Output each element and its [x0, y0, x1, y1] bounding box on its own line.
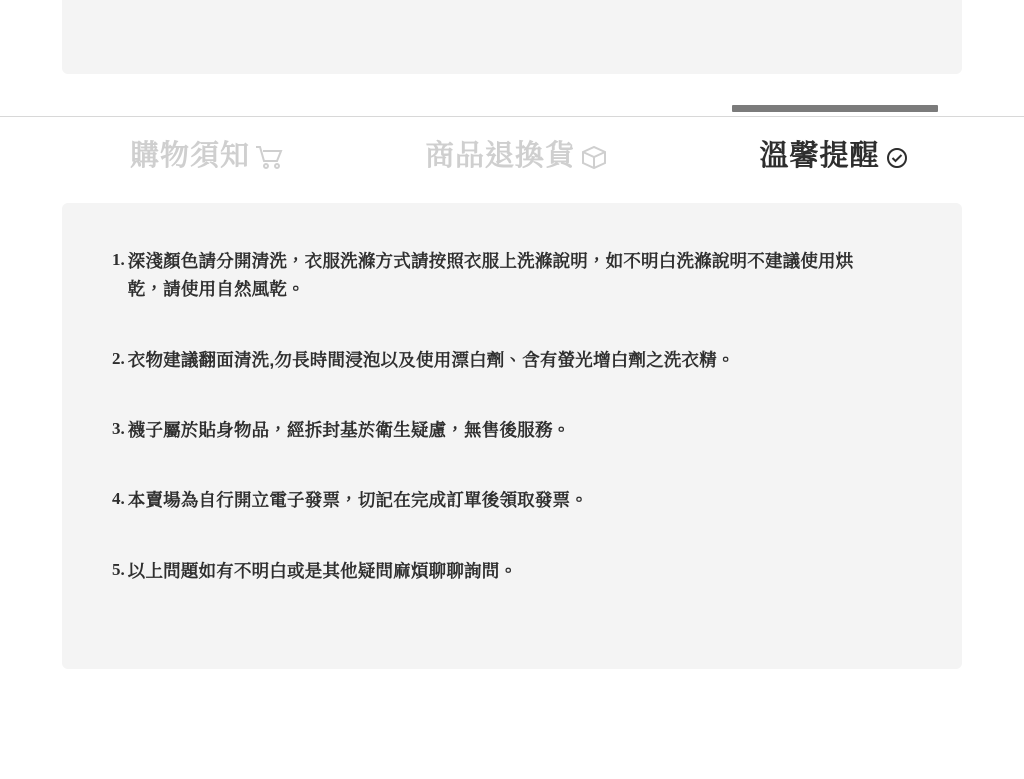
list-item — [112, 486, 922, 514]
tab-warm-reminder-label: 溫馨提醒 — [759, 140, 880, 172]
list-item — [112, 557, 922, 585]
top-content-panel — [62, 0, 962, 74]
note-text: 衣物建議翻面清洗,勿長時間浸泡以及使用漂白劑、含有螢光增白劑之洗衣精。 — [127, 349, 735, 370]
list-item — [112, 346, 922, 374]
note-number: 2. — [112, 348, 125, 368]
tab-active-marker — [732, 105, 938, 112]
warm-reminder-panel — [62, 203, 962, 669]
tab-shopping-notice-label: 購物須知 — [129, 140, 250, 172]
note-number: 4. — [112, 489, 125, 509]
note-text: 襪子屬於貼身物品，經拆封基於衛生疑慮，無售後服務。 — [127, 420, 571, 441]
info-tab-bar — [62, 105, 962, 185]
note-text: 深淺顏色請分開清洗，衣服洗滌方式請按照衣服上洗滌說明，如不明白洗滌說明不建議使用烘乾，請使用自然風乾。 — [127, 251, 854, 300]
package-box-icon — [579, 143, 609, 171]
list-item — [112, 247, 922, 304]
notes-list — [112, 247, 922, 585]
list-item — [112, 416, 922, 444]
note-number: 5. — [112, 559, 125, 579]
tab-warm-reminder[interactable] — [707, 105, 962, 185]
check-circle-icon — [884, 144, 910, 170]
note-text: 以上問題如有不明白或是其他疑問麻煩聊聊詢問。 — [127, 560, 518, 581]
note-text: 本賣場為自行開立電子發票，切記在完成訂單後領取發票。 — [127, 490, 588, 511]
tab-returns-exchanges-label: 商品退換貨 — [424, 140, 575, 172]
shopping-cart-icon — [254, 144, 284, 170]
tab-returns-exchanges[interactable] — [372, 105, 662, 185]
tab-shopping-notice[interactable] — [62, 105, 352, 185]
note-number: 3. — [112, 419, 125, 439]
note-number: 1. — [112, 250, 125, 269]
